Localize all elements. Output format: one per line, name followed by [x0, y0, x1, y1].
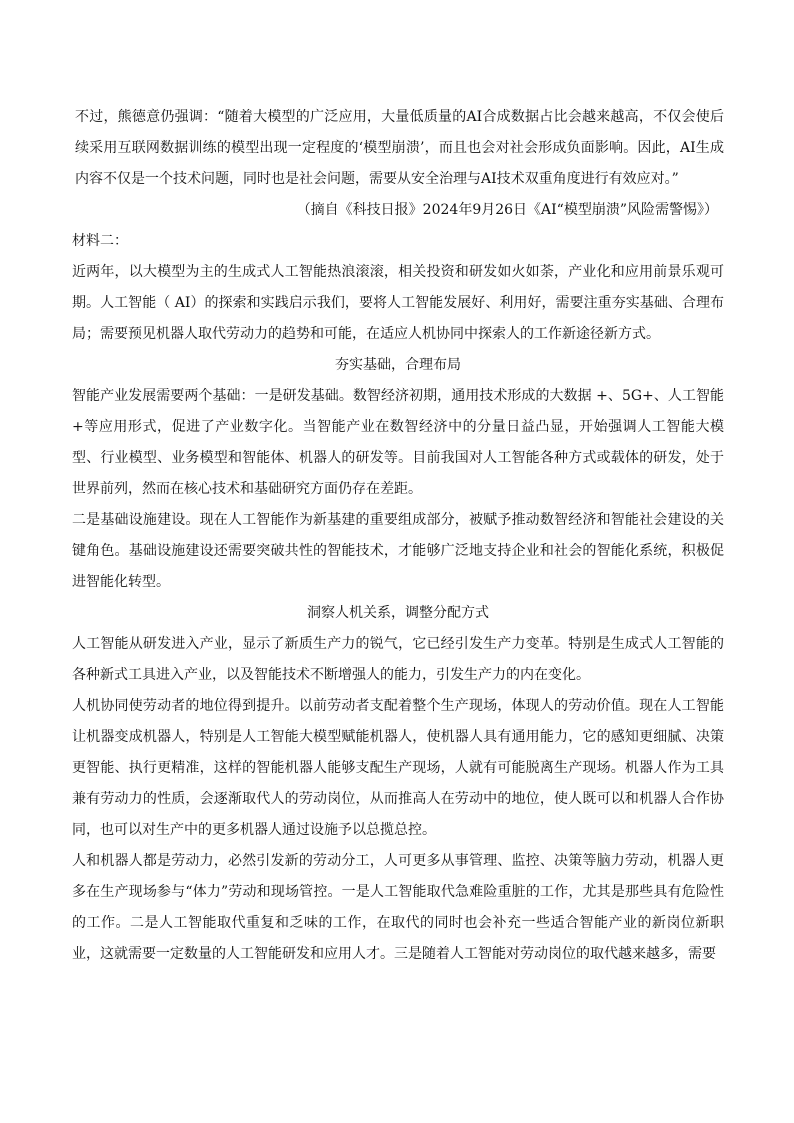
paragraph-industry: 人工智能从研发进入产业，显示了新质生产力的锐气，它已经引发生产力变革。特别是生成式人工智能的各种新式工具进入产业，以及智能技术不断增强人的能力，引发生产力的内在变化。: [72, 636, 724, 683]
paragraph-infrastructure: 二是基础设施建设。现在人工智能作为新基建的重要组成部分，被赋予推动数智经济和智能社会建设的关键角色。基础设施建设还需要突破共性的智能技术，才能够广泛地支持企业和社会的智能化系统，积极促进智能化转型。: [72, 512, 724, 590]
quote-paragraph: 不过，熊德意仍强调：“随着大模型的广泛应用，大量低质量的AI合成数据占比会越来越高，不仅会使后续采用互联网数据训练的模型出现一定程度的‘模型崩溃’，而且也会对社会形成负面影响。因此，AI生成内容不仅是一个技术问题，同时也是社会问题，需要从安全治理与AI技术双重角度进行有效应对。”: [75, 109, 724, 187]
paragraph-rd-foundation: 智能产业发展需要两个基础：一是研发基础。数智经济初期，通用技术形成的大数据 +、5G+、人工智能+等应用形式，促进了产业数字化。当智能产业在数智经济中的分量日益凸显，开始强调人工智能大模型、行业模型、业务模型和智能体、机器人的研发等。目前我国对人工智能各种方式或载体的研发，处于世界前列，然而在核心技术和基础研究方面仍存在差距。: [72, 388, 724, 497]
paragraph-division: 人和机器人都是劳动力，必然引发新的劳动分工，人可更多从事管理、监控、决策等脑力劳动，机器人更多在生产现场参与“体力”劳动和现场管控。一是人工智能取代急难险重脏的工作，尤其是那些具有危险性的工作。二是人工智能取代重复和乏味的工作，在取代的同时也会补充一些适合智能产业的新岗位新职业，这就需要一定数量的人工智能研发和应用人才。三是随着人工智能对劳动岗位的取代越来越多，需要: [72, 853, 724, 962]
document-page: [72, 102, 724, 970]
paragraph-cooperation: 人机协同使劳动者的地位得到提升。以前劳动者支配着整个生产现场，体现人的劳动价值。现在人工智能让机器变成机器人，特别是人工智能大模型赋能机器人，使机器人具有通用能力，它的感知更细腻、决策更智能、执行更精准，这样的智能机器人能够支配生产现场，人就有可能脱离生产现场。机器人作为工具兼有劳动力的性质，会逐渐取代人的劳动岗位，从而推高人在劳动中的地位，使人既可以和机器人合作协同，也可以对生产中的更多机器人通过设施予以总揽总控。: [72, 698, 724, 838]
source-citation: （摘自《科技日报》2024年9月26日《AI“模型崩溃”风险需警惕》）: [296, 202, 718, 218]
material-label: 材料二：: [72, 233, 128, 249]
section-heading-foundation: 夯实基础，合理布局: [335, 357, 461, 373]
intro-paragraph: 近两年，以大模型为主的生成式人工智能热浪滚滚，相关投资和研发如火如荼，产业化和应用前景乐观可期。人工智能（ AI）的探索和实践启示我们，要将人工智能发展好、利用好，需要注重夯实基础、合理布局；需要预见机器人取代劳动力的趋势和可能，在适应人机协同中探索人的工作新途径新方式。: [72, 264, 724, 342]
section-heading-human-machine: 洞察人机关系，调整分配方式: [307, 605, 489, 621]
